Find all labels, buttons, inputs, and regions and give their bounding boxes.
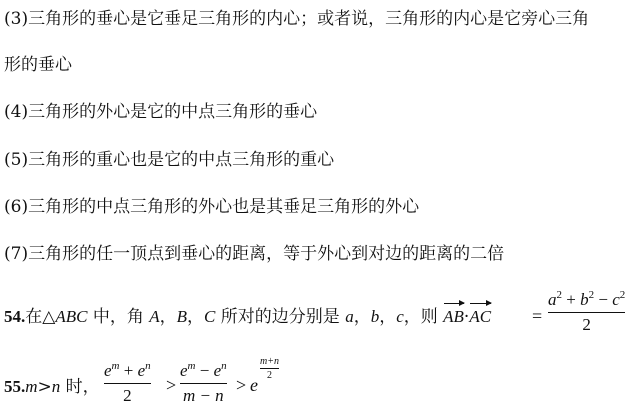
- side-a: a: [345, 307, 354, 326]
- exponent: 2: [588, 289, 595, 301]
- e: e: [104, 361, 112, 380]
- sep: ，: [187, 307, 205, 327]
- triangle-name: ABC: [55, 307, 88, 326]
- item-54: [4, 306, 491, 328]
- gt: >: [166, 375, 177, 395]
- item-54-text4: ，则: [403, 307, 444, 327]
- item-3-line2: 形的垂心: [4, 55, 72, 75]
- exponent: 2: [556, 289, 562, 301]
- exponent: 2: [619, 289, 626, 301]
- fraction-numerator: [104, 361, 151, 381]
- fraction-denominator: m − n: [182, 386, 224, 405]
- angle-a: A: [149, 307, 160, 326]
- exponent-m: m: [187, 360, 196, 372]
- plus: +: [119, 361, 138, 380]
- var-c: c: [612, 290, 620, 309]
- plus: +: [562, 290, 581, 309]
- gt: >: [37, 377, 52, 397]
- vector-ac: AC: [469, 307, 492, 326]
- fraction-mean: [104, 361, 151, 406]
- item-7: (7)三角形的任一顶点到垂心的距离，等于外心到对边的距离的二倍: [4, 244, 505, 264]
- exponent-n: n: [145, 360, 151, 372]
- var-n: n: [51, 377, 61, 396]
- var-a: a: [548, 290, 557, 309]
- item-54-text1: 在△: [25, 307, 56, 327]
- dot-operator: ·: [463, 307, 470, 327]
- exponent-n: n: [221, 360, 227, 372]
- fraction-numerator: [548, 290, 625, 310]
- item-4: (4)三角形的外心是它的中点三角形的垂心: [4, 102, 318, 122]
- side-b: b: [370, 307, 380, 326]
- item-55: [4, 376, 100, 398]
- e: e: [213, 361, 222, 380]
- item-5: (5)三角形的重心也是它的中点三角形的重心: [4, 150, 335, 170]
- fraction-denominator: 2: [582, 315, 591, 334]
- sep: ，: [159, 307, 177, 327]
- vector-ab: AB: [443, 307, 464, 326]
- minus: −: [594, 290, 613, 309]
- fraction-bar: [180, 383, 227, 384]
- item-6: (6)三角形的中点三角形的外心也是其垂足三角形的外心: [4, 197, 420, 217]
- item-54-number: 54.: [4, 307, 26, 326]
- exponent-m: m: [111, 360, 120, 372]
- angle-b: B: [176, 307, 188, 326]
- equals-sign: =: [532, 306, 543, 326]
- sep: ，: [379, 307, 397, 327]
- exponent-denominator: 2: [266, 370, 272, 381]
- e: e: [137, 361, 146, 380]
- side-c: c: [396, 307, 404, 326]
- gt: >: [236, 375, 247, 395]
- fraction-bar: [548, 312, 625, 313]
- fraction-numerator: [180, 361, 227, 381]
- item-54-text3: 所对的边分别是: [215, 307, 346, 327]
- item-55-text: 时，: [60, 377, 100, 397]
- e: e: [180, 361, 188, 380]
- var-b: b: [580, 290, 589, 309]
- e: e: [250, 375, 258, 395]
- angle-c: C: [204, 307, 216, 326]
- fraction-bar: [104, 383, 151, 384]
- item-3-line1: (3)三角形的垂心是它垂足三角形的内心；或者说，三角形的内心是它旁心三角: [4, 9, 590, 29]
- sep: ，: [353, 307, 371, 327]
- fraction-denominator: 2: [123, 386, 132, 405]
- item-55-number: 55.: [4, 377, 26, 396]
- fraction-log-mean: [180, 361, 227, 406]
- minus: −: [195, 361, 214, 380]
- item-54-text2: 中，角: [87, 307, 150, 327]
- var-m: m: [25, 377, 38, 396]
- exponent-fraction: [260, 356, 279, 381]
- fraction-cosine-law: [548, 290, 625, 335]
- fraction-bar: [260, 368, 279, 369]
- exponent-numerator: m+n: [260, 356, 279, 367]
